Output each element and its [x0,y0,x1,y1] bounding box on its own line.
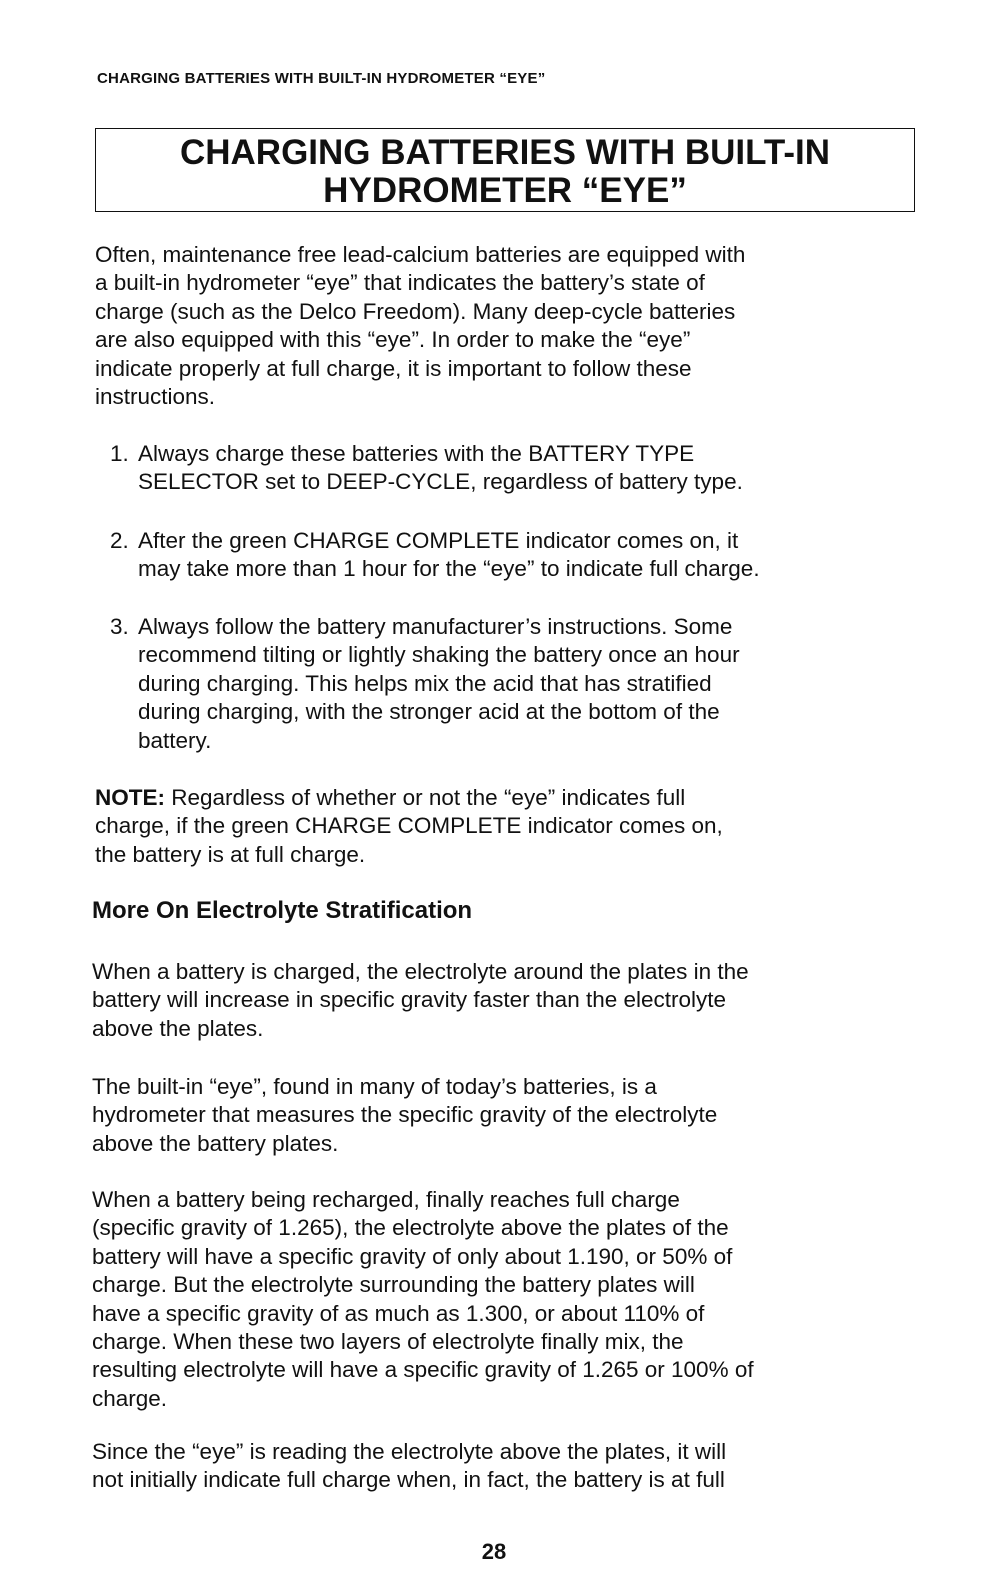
list-item-text [138,613,740,755]
paragraph-line: above the battery plates. [92,1130,339,1156]
paragraph-line: charge (such as the Delco Freedom). Many deep-cycle batteries [95,298,736,324]
section-title-line-1: CHARGING BATTERIES WITH BUILT-IN [179,133,831,172]
list-item-text [138,527,760,584]
paragraph-line: When a battery is charged, the electrolyte around the plates in the [92,959,749,984]
paragraph-line: the battery is at full charge. [95,841,366,867]
list-item-line: SELECTOR set to DEEP-CYCLE, regardless of battery type. [138,469,743,495]
body-paragraph-2 [92,1073,717,1158]
section-title-box [95,128,915,212]
list-item-3 [110,613,930,763]
body-paragraph-1 [92,958,749,1043]
list-item-line: during charging. This helps mix the acid that has stratified [138,670,712,696]
list-item-line: Always charge these batteries with the BATTERY TYPE [138,441,695,466]
paragraph-line: hydrometer that measures the specific gravity of the electrolyte [92,1102,718,1128]
paragraph-line: charge. But the electrolyte surrounding the battery plates will [92,1272,695,1298]
paragraph-line: When a battery being recharged, finally reaches full charge [92,1187,680,1212]
paragraph-line: a built-in hydrometer “eye” that indicates the battery’s state of [95,270,705,296]
paragraph-line: instructions. [95,384,216,410]
list-item-number: 3. [110,614,129,639]
body-paragraph-4 [92,1438,726,1495]
paragraph-line: charge, if the green CHARGE COMPLETE indicator comes on, [95,813,723,839]
list-item-2 [110,527,930,587]
paragraph-line: have a specific gravity of as much as 1.300, or about 110% of [92,1300,705,1326]
list-item-line: may take more than 1 hour for the “eye” to indicate full charge. [138,556,760,582]
note-first-line [95,784,723,812]
paragraph-line: The built-in “eye”, found in many of today’s batteries, is a [92,1074,657,1099]
paragraph-line: above the plates. [92,1015,264,1041]
intro-paragraph [95,241,745,411]
running-header: CHARGING BATTERIES WITH BUILT-IN HYDROMETER “EYE” [97,70,546,87]
list-item-line: battery. [138,727,212,753]
list-item-1 [110,440,930,500]
paragraph-line: are also equipped with this “eye”. In order to make the “eye” [95,327,691,353]
subheading: More On Electrolyte Stratification [92,897,473,924]
paragraph-line: (specific gravity of 1.265), the electrolyte above the plates of the [92,1215,729,1241]
page-number: 28 [481,1539,507,1564]
paragraph-line: battery will increase in specific gravity faster than the electrolyte [92,987,727,1013]
paragraph-line: Since the “eye” is reading the electrolyte above the plates, it will [92,1439,727,1464]
list-item-number: 1. [110,441,129,466]
list-item-line: After the green CHARGE COMPLETE indicator comes on, it [138,528,739,553]
list-item-line: during charging, with the stronger acid at the bottom of the [138,699,720,725]
paragraph-line: charge. When these two layers of electrolyte finally mix, the [92,1329,684,1355]
paragraph-line: Often, maintenance free lead-calcium batteries are equipped with [95,242,746,267]
list-item-text [138,440,743,497]
paragraph-line: resulting electrolyte will have a specific gravity of 1.265 or 100% of [92,1357,754,1383]
paragraph-line: charge. [92,1385,168,1411]
paragraph-line: indicate properly at full charge, it is important to follow these [95,355,692,381]
note-text: Regardless of whether or not the “eye” indicates full [165,785,686,810]
paragraph-line: battery will have a specific gravity of only about 1.190, or 50% of [92,1243,733,1269]
list-item-line: recommend tilting or lightly shaking the battery once an hour [138,642,740,668]
section-title-line-2: HYDROMETER “EYE” [323,171,687,210]
list-item-number: 2. [110,528,129,553]
list-item-line: Always follow the battery manufacturer’s instructions. Some [138,614,733,639]
body-paragraph-3 [92,1186,754,1413]
note-label: NOTE: [95,785,165,810]
paragraph-line: not initially indicate full charge when, in fact, the battery is at full [92,1467,725,1493]
note-paragraph [95,784,723,869]
